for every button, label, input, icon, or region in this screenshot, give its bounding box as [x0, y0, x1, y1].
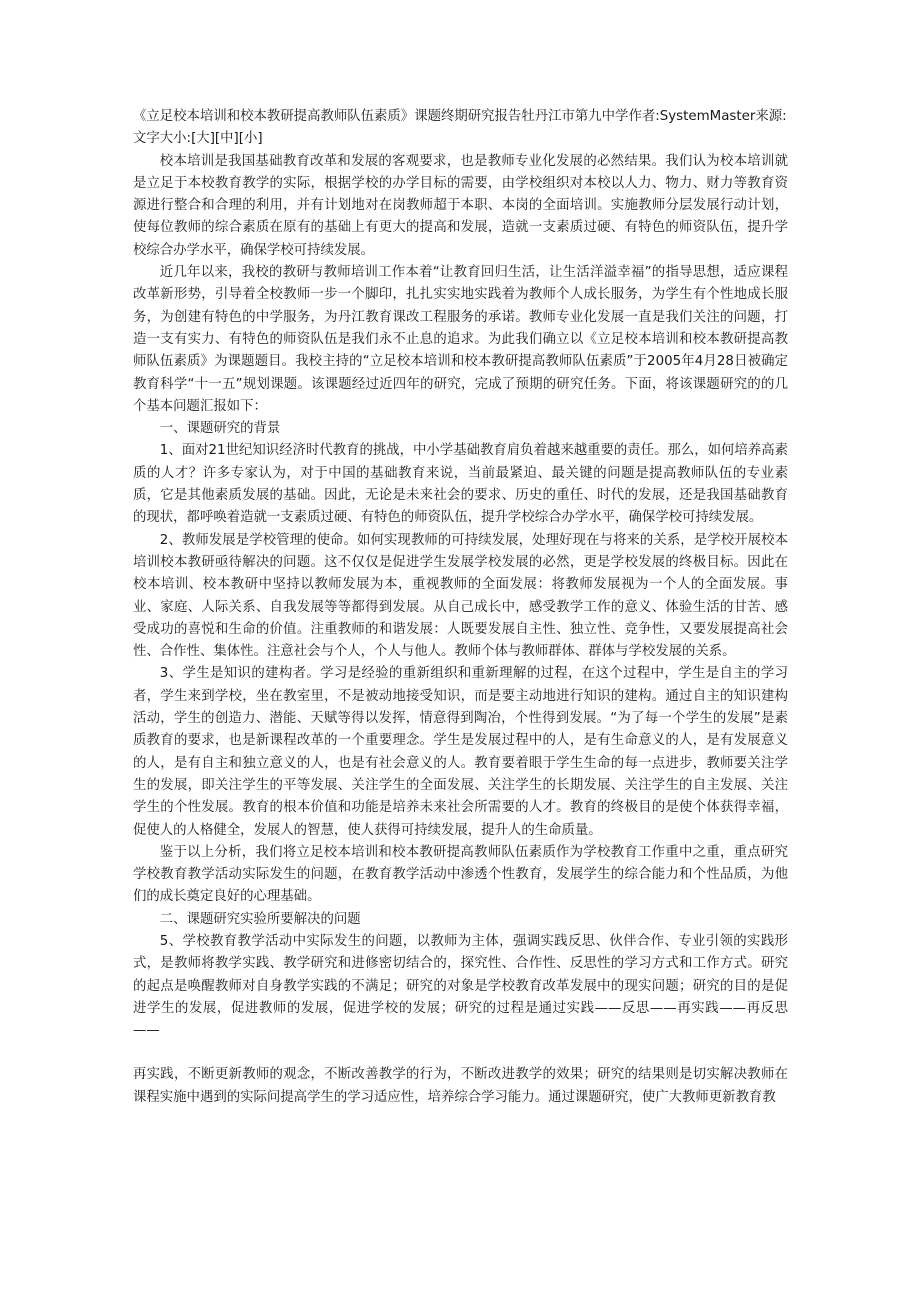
paragraph-intro: 校本培训是我国基础教育改革和发展的客观要求，也是教师专业化发展的必然结果。我们认为校本培训就是立足于本校教育教学的实际，根据学校的办学目标的需要，由学校组织对本校以人力、物力、财力等教育资源进行整合和合理的利用，并有计划地对在岗教师超于本职、本岗的全面培训。实施教师分层发展行动计划，使每位教师的综合素质在原有的基础上有更大的提高和发展，造就一支素质过硬、有特色的师资队伍，提升学校综合办学水平，确保学校可持续发展。: [133, 153, 788, 258]
text-size-row: [133, 128, 788, 150]
section-heading-background: 一、课题研究的背景: [159, 421, 281, 437]
paragraph-background-overview: 近几年以来，我校的教研与教师培训工作本着“让教育回归生活，让生活洋溢幸福”的指导思想，适应课程改革新形势，引导着全校教师一步一个脚印，扎扎实实地实践着为教师个人成长服务，为学生有个性地成长服务，为创建有特色的中学服务，为丹江教育课改工程服务的承诺。教师专业化发展一直是我们关注的问题，打造一支有实力、有特色的师资队伍是我们永不止息的追求。为此我们确立以《立足校本培训和校本教研提高教师队伍素质》为课题题目。我校主持的“立足校本培训和校本教研提高教师队伍素质”于2005年4月28日被确定教育科学“十一五”规划课题。该课题经过近四年的研究，完成了预期的研究任务。下面，将该课题研究的的几个基本问题汇报如下：: [133, 265, 788, 414]
section-heading-problems: 二、课题研究实验所要解决的问题: [159, 911, 361, 927]
text-size-large-link[interactable]: [大]: [191, 131, 215, 147]
text-size-small-link[interactable]: [小]: [238, 131, 263, 147]
paragraph-point-1: 1、面对21世纪知识经济时代教育的挑战，中小学基础教育肩负着越来越重要的责任。那么，如何培养高素质的人才？许多专家认为，对于中国的基础教育来说，当前最紧迫、最关键的问题是提高教师队伍的专业素质，它是其他素质发展的基础。因此，无论是未来社会的要求、历史的重任、时代的发展，还是我国基础教育的现状，都呼唤着造就一支素质过硬、有特色的师资队伍，提升学校综合办学水平，确保学校可持续发展。: [133, 443, 788, 526]
paragraph-continuation: 再实践，不断更新教师的观念，不断改善教学的行为，不断改进教学的效果；研究的结果则是切实解决教师在课程实施中遇到的实际问提高学生的学习适应性，培养综合学习能力。通过课题研究，使广大教师更新教育教: [133, 1067, 788, 1105]
paragraph-point-2: 2、教师发展是学校管理的使命。如何实现教师的可持续发展，处理好现在与将来的关系，是学校开展校本培训校本教研亟待解决的问题。这不仅仅是促进学生发展学校发展的必然，更是学校发展的终极目标。因此在校本培训、校本教研中坚持以教师发展为本，重视教师的全面发展：将教师发展视为一个人的全面发展。事业、家庭、人际关系、自我发展等等都得到发展。从自己成长中，感受教学工作的意义、体验生活的甘苦、感受成功的喜悦和生命的价值。注重教师的和谐发展：人既要发展自主性、独立性、竞争性，又要发展提高社会性、合作性、集体性。注意社会与个人，个人与他人。教师个体与教师群体、群体与学校发展的关系。: [133, 532, 788, 660]
paragraph-point-5: 5、学校教育教学活动中实际发生的问题，以教师为主体，强调实践反思、伙伴合作、专业引领的实践形式，是教师将教学实践、教学研究和进修密切结合的，探究性、合作性、反思性的学习方式和工作方式。研究的起点是唤醒教师对自身教学实践的不满足；研究的对象是学校教育改革发展中的现实问题；研究的目的是促进学生的发展，促进教师的发展，促进学校的发展；研究的过程是通过实践——反思——再实践——再反思——: [133, 933, 788, 1039]
document-page: [133, 106, 788, 1109]
text-size-medium-link[interactable]: [中]: [214, 131, 239, 147]
document-title-line: 《立足校本培训和校本教研提高教师队伍素质》课题终期研究报告牡丹江市第九中学作者:SystemMaster来源:: [133, 109, 787, 124]
paragraph-point-3: 3、学生是知识的建构者。学习是经验的重新组织和重新理解的过程，在这个过程中，学生是自主的学习者，学生来到学校，坐在教室里，不是被动地接受知识，而是要主动地进行知识的建构。通过自主的知识建构活动，学生的创造力、潜能、天赋等得以发挥，情意得到陶冶，个性得到发展。“为了每一个学生的发展”是素质教育的要求，也是新课程改革的一个重要理念。学生是发展过程中的人，是有生命意义的人，是有发展意义的人，是有自主和独立意义的人，也是有社会意义的人。教育要着眼于学生生命的每一点进步，教师要关注学生的发展，即关注学生的平等发展、关注学生的全面发展、关注学生的长期发展、关注学生的自主发展、关注学生的个性发展。教育的根本价值和功能是培养未来社会所需要的人才。教育的终极目的是使个体获得幸福，促使人的人格健全，发展人的智慧，使人获得可持续发展，提升人的生命质量。: [133, 666, 788, 838]
paragraph-gap: [133, 1042, 788, 1064]
paragraph-summary: 鉴于以上分析，我们将立足校本培训和校本教研提高教师队伍素质作为学校教育工作重中之重，重点研究学校教育教学活动实际发生的问题，在教育教学活动中渗透个性教育，发展学生的综合能力和个性品质，为他们的成长奠定良好的心理基础。: [133, 844, 788, 905]
text-size-label: 文字大小:: [133, 131, 192, 147]
